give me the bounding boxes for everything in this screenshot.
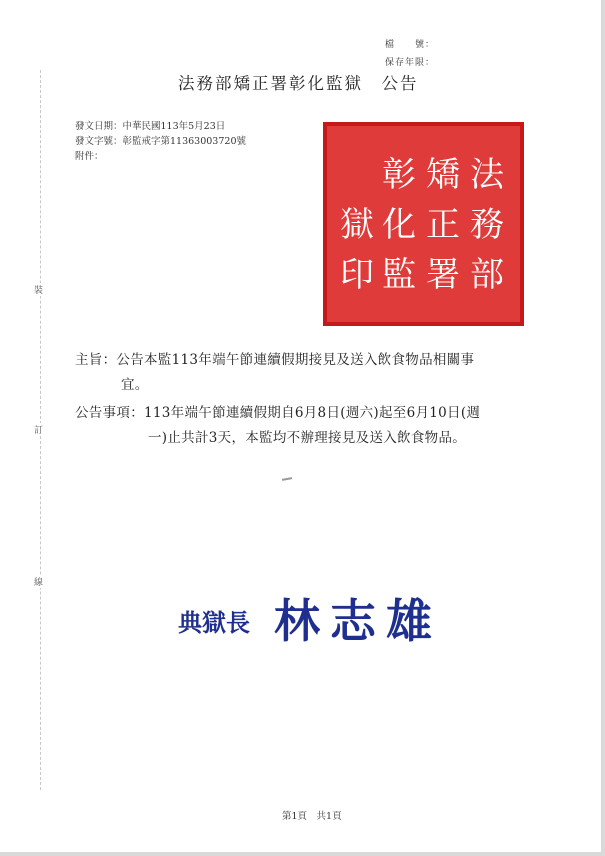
subject-line-2: 宜。 bbox=[121, 377, 149, 393]
svg-text:監: 監 bbox=[382, 255, 416, 295]
svg-text:務: 務 bbox=[470, 205, 504, 245]
svg-text:林志雄: 林志雄 bbox=[274, 594, 442, 648]
svg-text:典獄長: 典獄長 bbox=[178, 609, 250, 637]
page-number: 第1頁 共1頁 bbox=[282, 811, 342, 822]
svg-text:署: 署 bbox=[426, 255, 460, 295]
svg-text:化: 化 bbox=[382, 205, 416, 245]
page-edge-right bbox=[601, 0, 605, 856]
notice-items-line-1: 公告事項：113年端午節連續假期自6月8日(週六)起至6月10日(週 bbox=[75, 405, 481, 421]
scan-mark bbox=[282, 477, 292, 481]
subject-line-1: 主旨：公告本監113年端午節連續假期接見及送入飲食物品相關事 bbox=[75, 352, 475, 368]
binding-mark-xian: 線 bbox=[34, 575, 43, 588]
page-edge-bottom bbox=[0, 852, 605, 856]
warden-signature-stamp bbox=[178, 587, 458, 649]
official-seal bbox=[321, 120, 526, 328]
issue-number: 發文字號：彰監戒字第11363003720號 bbox=[75, 136, 246, 147]
svg-text:部: 部 bbox=[470, 255, 504, 295]
notice-items-line-2: 一)止共計3天，本監均不辦理接見及送入飲食物品。 bbox=[148, 430, 467, 446]
svg-text:印: 印 bbox=[340, 255, 374, 295]
svg-text:彰: 彰 bbox=[382, 155, 416, 195]
svg-text:獄: 獄 bbox=[340, 205, 374, 245]
svg-text:法: 法 bbox=[470, 155, 504, 195]
svg-text:矯: 矯 bbox=[426, 155, 460, 195]
retention-period-label: 保存年限： bbox=[385, 58, 436, 68]
issue-date: 發文日期：中華民國113年5月23日 bbox=[75, 121, 226, 132]
svg-text:正: 正 bbox=[426, 205, 460, 245]
document-title: 法務部矯正署彰化監獄 公告 bbox=[178, 74, 419, 93]
attachment-label: 附件： bbox=[75, 151, 104, 162]
binding-mark-ding: 訂 bbox=[34, 423, 43, 436]
binding-mark-zhuang: 裝 bbox=[34, 283, 43, 296]
archive-number-label: 檔 號： bbox=[385, 40, 436, 50]
